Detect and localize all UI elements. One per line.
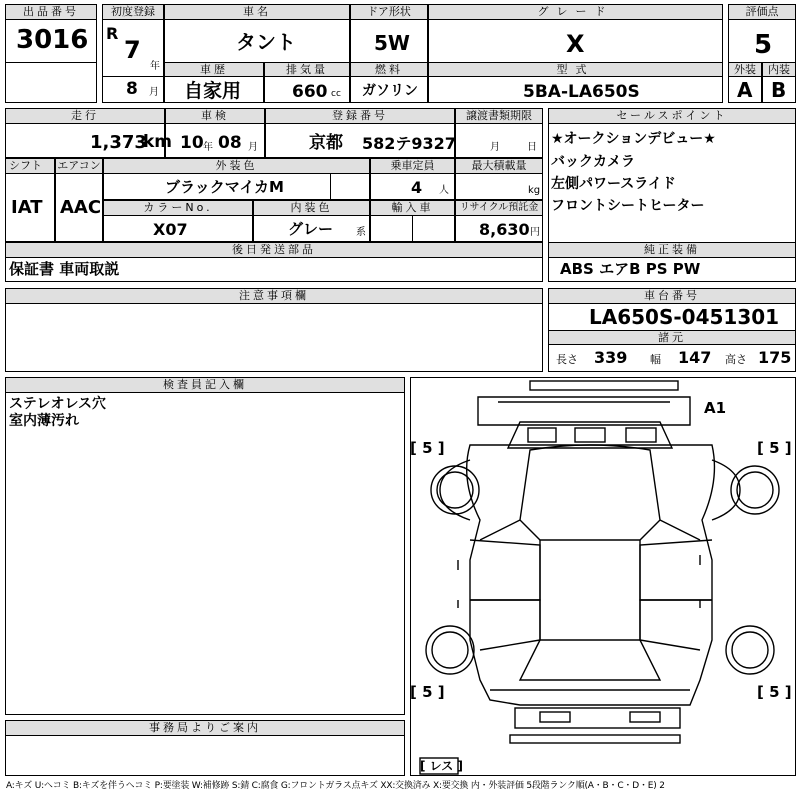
interior-grade-value: B [771, 78, 787, 102]
exterior-color-header: 外装色 [103, 158, 370, 174]
score-value: 5 [754, 30, 773, 60]
length-label: 長さ [556, 353, 578, 366]
height-label: 高さ [725, 353, 747, 366]
chassis-value: LA650S-0451301 [589, 305, 780, 329]
car-name-value: タント [236, 30, 296, 54]
lot-number-header: 出品番号 [5, 4, 97, 20]
lot-number-value: 3016 [16, 25, 89, 55]
dimensions-header: 諸元 [548, 330, 796, 345]
first-registration-header: 初度登録 [102, 4, 164, 20]
inspector-notes-header: 検査員記入欄 [5, 377, 405, 393]
exterior-color-value: ブラックマイカM [165, 178, 284, 196]
sales-point-item: ★オークションデビュー★ [551, 131, 716, 147]
damage-mark-a1: A1 [704, 399, 727, 417]
length-value: 339 [594, 348, 628, 367]
width-value: 147 [678, 348, 712, 367]
fuel-value: ガソリン [362, 83, 418, 99]
transfer-day-unit: 日 [527, 142, 537, 153]
mileage-header: 走行 [5, 108, 165, 124]
sales-point-item: フロントシートヒーター [551, 198, 705, 214]
inspector-note: ステレオレス穴 [9, 396, 107, 412]
capacity-value: 4 [411, 178, 423, 197]
max-load-unit: kg [528, 185, 541, 196]
tire-front-right-score: [ 5 ] [757, 439, 792, 457]
tire-rear-left-score: [ 5 ] [410, 683, 445, 701]
width-label: 幅 [650, 353, 661, 366]
capacity-unit: 人 [439, 185, 449, 196]
sales-point-item: 左側パワースライド [551, 176, 676, 192]
plate-number: 582テ9327 [362, 134, 456, 153]
score-header: 評価点 [728, 4, 796, 20]
damage-legend: A:キズ U:ヘコミ B:キズを伴うヘコミ P:要塗装 W:補修跡 S:錆 C:腐食 G:フロントガラス点キズ XX:交換済み X:要交換 内・外装評価 5段階ランク順(A・B・C・D・E) 2 [6, 781, 665, 791]
car-name-header: 車名 [164, 4, 350, 20]
recycle-fee-value: 8,630 [479, 220, 530, 239]
recycle-fee-unit: 円 [530, 227, 540, 238]
history-value: 自家用 [184, 80, 242, 102]
inspection-year: 10 [180, 133, 204, 153]
shift-header: シフト [5, 158, 55, 174]
plate-area: 京都 [309, 133, 343, 153]
later-parts-header: 後日発送部品 [5, 242, 543, 258]
reg-month: 8 [126, 79, 138, 99]
exterior-grade-value: A [737, 78, 753, 102]
aircon-header: エアコン [55, 158, 103, 174]
reg-year-unit: 年 [150, 61, 160, 72]
transfer-month-unit: 月 [490, 142, 500, 153]
fuel-header: 燃料 [350, 62, 428, 77]
genuine-equipment-header: 純正装備 [548, 242, 796, 258]
displacement-value: 660 [292, 82, 328, 102]
inspection-month: 08 [218, 133, 242, 153]
displacement-unit: cc [331, 89, 341, 99]
genuine-equipment-value: ABS エアB PS PW [560, 260, 701, 278]
grade-value: X [566, 30, 585, 58]
reg-year: 7 [124, 36, 141, 64]
registration-number-header: 登録番号 [265, 108, 455, 124]
transfer-deadline-header: 譲渡書類期限 [455, 108, 543, 124]
history-header: 車歴 [164, 62, 264, 77]
tire-front-left-score: [ 5 ] [410, 439, 445, 457]
height-value: 175 [758, 348, 792, 367]
door-type-value: 5W [374, 31, 410, 55]
interior-grade-header: 内装 [762, 62, 796, 77]
spare-tire-label: [ レス ] [420, 759, 463, 773]
inspection-header: 車検 [165, 108, 265, 124]
sales-points-header: セールスポイント [548, 108, 796, 124]
chassis-header: 車台番号 [548, 288, 796, 304]
inspection-year-unit: 年 [203, 142, 213, 153]
shift-value: IAT [11, 197, 43, 218]
interior-color-unit: 系 [356, 227, 366, 238]
interior-color-header: 内装色 [253, 200, 370, 216]
inspector-note: 室内薄汚れ [9, 413, 79, 429]
mileage-value: 1,373 [90, 132, 147, 153]
reg-era: R [106, 24, 119, 43]
exterior-grade-header: 外装 [728, 62, 762, 77]
color-no-value: X07 [153, 220, 188, 239]
import-header: 輸入車 [370, 200, 455, 216]
aircon-value: AAC [60, 197, 102, 218]
later-parts-value: 保証書 車両取説 [9, 260, 120, 278]
tire-rear-right-score: [ 5 ] [757, 683, 792, 701]
inspection-month-unit: 月 [248, 142, 258, 153]
color-no-header: カラーNo. [103, 200, 253, 216]
reg-month-unit: 月 [149, 87, 159, 98]
max-load-header: 最大積載量 [455, 158, 543, 174]
recycle-fee-header: リサイクル預託金 [455, 200, 543, 216]
caution-header: 注意事項欄 [5, 288, 543, 304]
mileage-unit: km [143, 132, 173, 152]
model-code-value: 5BA-LA650S [523, 82, 640, 102]
interior-color-value: グレー [288, 220, 334, 238]
sales-point-item: バックカメラ [551, 154, 635, 170]
capacity-header: 乗車定員 [370, 158, 455, 174]
grade-header: グレード [428, 4, 723, 20]
office-notice-header: 事務局よりご案内 [5, 720, 405, 736]
door-type-header: ドア形状 [350, 4, 428, 20]
displacement-header: 排気量 [264, 62, 350, 77]
model-code-header: 型式 [428, 62, 723, 77]
